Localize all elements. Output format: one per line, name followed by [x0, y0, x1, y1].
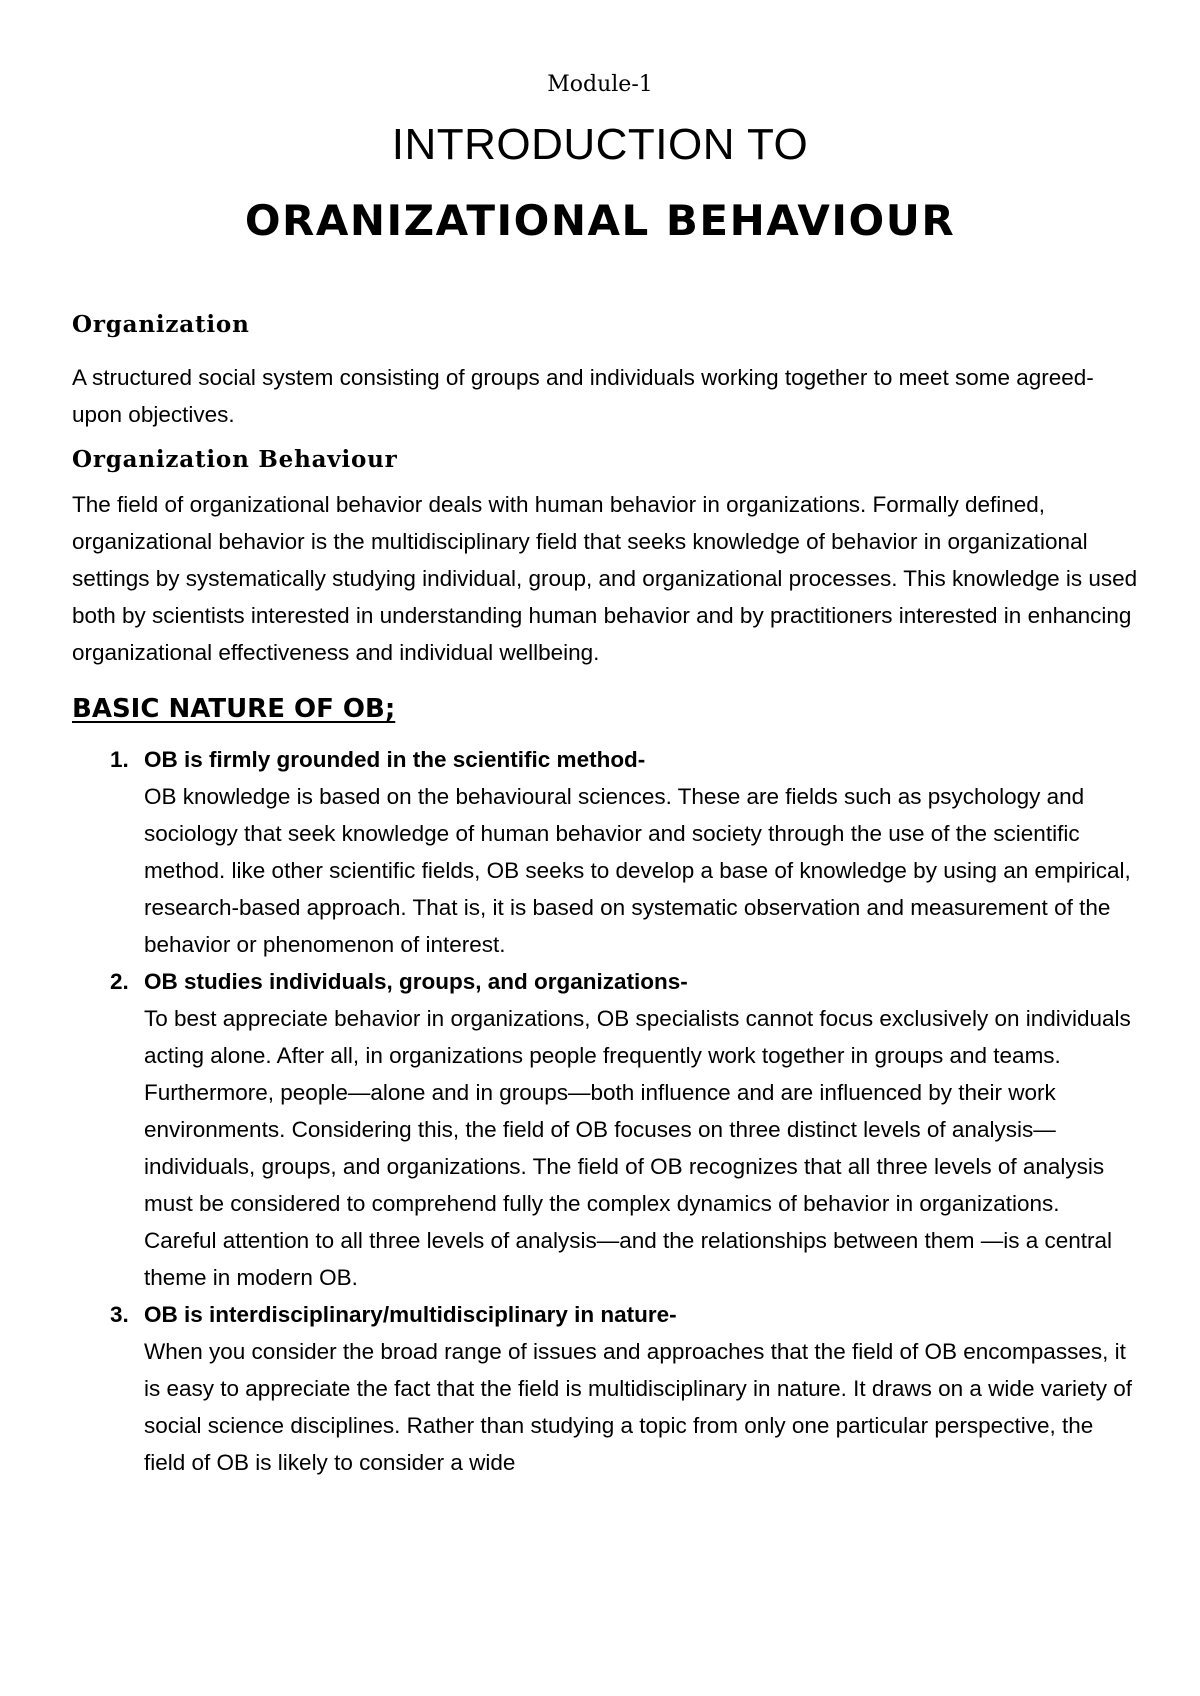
list-item — [72, 963, 1138, 1296]
document-body — [72, 306, 1138, 1481]
list-item-body: OB knowledge is based on the behavioural sciences. These are fields such as psychology and sociology that seek knowledge of human behavior and society through the use of the scientific method. like other scientific fields, OB seeks to develop a base of knowledge by using an empirical, research-based approach. That is, it is based on systematic observation and measurement of the behavior or phenomenon of interest. — [144, 784, 1131, 957]
list-item-number: 3. — [110, 1302, 129, 1327]
organization-heading: Organization — [72, 311, 250, 338]
list-item-title: OB is interdisciplinary/multidisciplinary in nature- — [144, 1302, 677, 1327]
list-item — [72, 741, 1138, 963]
basic-nature-list — [72, 741, 1138, 1481]
list-item-body: To best appreciate behavior in organizations, OB specialists cannot focus exclusively on individuals acting alone. After all, in organizations people frequently work together in groups and teams. Furthermore, people—alone and in groups—both influence and are influenced by their work environments. Considering this, the field of OB focuses on three distinct levels of analysis—individuals, groups, and organizations. The field of OB recognizes that all three levels of analysis must be considered to comprehend fully the complex dynamics of behavior in organizations. Careful attention to all three levels of analysis—and the relationships between them —is a central theme in modern OB. — [144, 1006, 1131, 1290]
ob-heading: Organization Behaviour — [72, 446, 398, 473]
list-item-body: When you consider the broad range of issues and approaches that the field of OB encompasses, it is easy to appreciate the fact that the field is multidisciplinary in nature. It draws on a wide variety of social science disciplines. Rather than studying a topic from only one particular perspective, the field of OB is likely to consider a wide — [144, 1339, 1132, 1475]
title-line-2: ORANIZATIONAL BEHAVIOUR — [244, 196, 956, 245]
list-item-number: 2. — [110, 969, 129, 994]
ob-definition: The field of organizational behavior deals with human behavior in organizations. Formally defined, organizational behavior is the multidisciplinary field that seeks knowledge of behavior in organizational settings by systematically studying individual, group, and organizational processes. This knowledge is used both by scientists interested in understanding human behavior and by practitioners interested in enhancing organizational effectiveness and individual wellbeing. — [72, 492, 1138, 665]
list-item — [72, 1296, 1138, 1481]
organization-definition: A structured social system consisting of groups and individuals working together to meet some agreed-upon objectives. — [72, 365, 1094, 427]
basic-nature-heading: BASIC NATURE OF OB; — [72, 694, 396, 724]
list-item-number: 1. — [110, 747, 129, 772]
list-item-title: OB is firmly grounded in the scientific method- — [144, 747, 646, 772]
module-label: Module-1 — [547, 72, 653, 97]
title-line-1: INTRODUCTION TO — [391, 120, 809, 169]
list-item-title: OB studies individuals, groups, and organizations- — [144, 969, 688, 994]
